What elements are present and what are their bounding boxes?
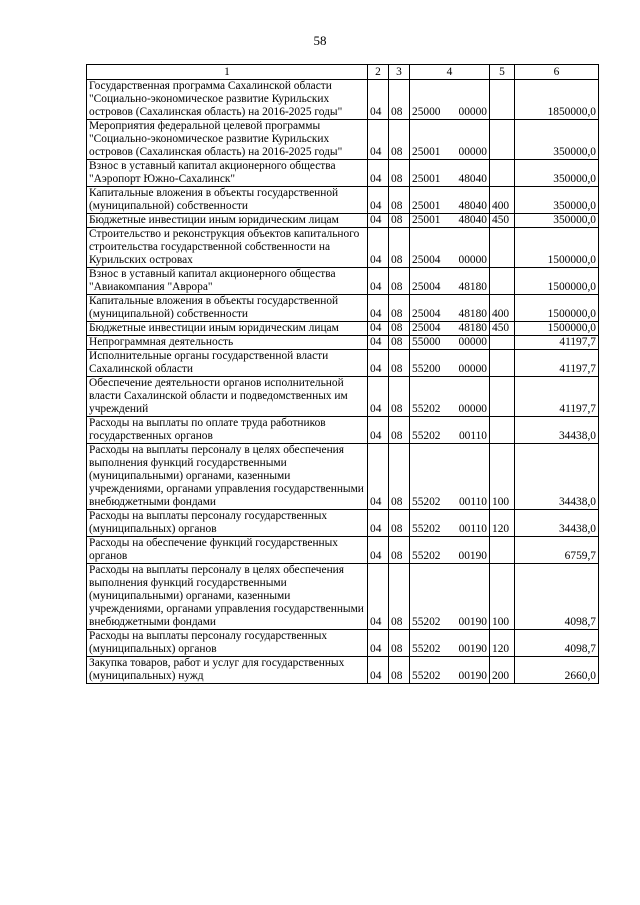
table-row	[87, 336, 599, 350]
expense-type-code	[490, 120, 515, 160]
section-code: 04	[368, 80, 389, 120]
table-row	[87, 187, 599, 214]
target-article-code	[410, 228, 490, 268]
section-code: 04	[368, 417, 389, 444]
target-article-direction: 00000	[458, 403, 487, 415]
amount: 41197,7	[515, 336, 599, 350]
amount: 350000,0	[515, 120, 599, 160]
section-code: 04	[368, 295, 389, 322]
column-header: 3	[389, 65, 410, 80]
subsection-code: 08	[389, 657, 410, 684]
subsection-code: 08	[389, 268, 410, 295]
target-article-program: 25001	[412, 200, 441, 212]
item-name: Расходы на выплаты персоналу в целях обеспечения выполнения функций государственными (муниципальными) органами, казенными учреждениями, органами управления государственными внебюджетными фондами	[87, 564, 368, 630]
subsection-code: 08	[389, 187, 410, 214]
target-article-program: 25004	[412, 308, 441, 320]
expense-type-code	[490, 268, 515, 295]
item-name: Капитальные вложения в объекты государственной (муниципальной) собственности	[87, 295, 368, 322]
table-row	[87, 350, 599, 377]
target-article-direction: 00190	[458, 550, 487, 562]
column-header: 2	[368, 65, 389, 80]
subsection-code: 08	[389, 630, 410, 657]
amount: 4098,7	[515, 630, 599, 657]
table-row	[87, 564, 599, 630]
budget-table	[86, 64, 599, 684]
target-article-direction: 00000	[458, 254, 487, 266]
target-article-program: 55202	[412, 643, 441, 655]
item-name: Обеспечение деятельности органов исполнительной власти Сахалинской области и подведомственных им учреждений	[87, 377, 368, 417]
target-article-program: 55202	[412, 616, 441, 628]
subsection-code: 08	[389, 295, 410, 322]
subsection-code: 08	[389, 322, 410, 336]
target-article-code	[410, 214, 490, 228]
target-article-program: 55200	[412, 363, 441, 375]
target-article-program: 55202	[412, 523, 441, 535]
target-article-direction: 48040	[458, 214, 487, 226]
table-row	[87, 214, 599, 228]
target-article-program: 55202	[412, 496, 441, 508]
amount: 1850000,0	[515, 80, 599, 120]
target-article-code	[410, 630, 490, 657]
amount: 41197,7	[515, 377, 599, 417]
subsection-code: 08	[389, 120, 410, 160]
expense-type-code	[490, 417, 515, 444]
section-code: 04	[368, 444, 389, 510]
subsection-code: 08	[389, 444, 410, 510]
target-article-direction: 00000	[458, 146, 487, 158]
subsection-code: 08	[389, 510, 410, 537]
section-code: 04	[368, 322, 389, 336]
target-article-code	[410, 187, 490, 214]
target-article-program: 25000	[412, 106, 441, 118]
expense-type-code	[490, 350, 515, 377]
target-article-code	[410, 444, 490, 510]
item-name: Бюджетные инвестиции иным юридическим лицам	[87, 214, 368, 228]
table-row	[87, 417, 599, 444]
amount: 34438,0	[515, 444, 599, 510]
expense-type-code	[490, 377, 515, 417]
target-article-program: 55202	[412, 403, 441, 415]
column-header: 4	[410, 65, 490, 80]
target-article-code	[410, 120, 490, 160]
section-code: 04	[368, 377, 389, 417]
target-article-program: 55000	[412, 336, 441, 348]
item-name: Расходы на выплаты персоналу государственных (муниципальных) органов	[87, 630, 368, 657]
amount: 350000,0	[515, 214, 599, 228]
subsection-code: 08	[389, 228, 410, 268]
target-article-direction: 00190	[458, 616, 487, 628]
section-code: 04	[368, 228, 389, 268]
target-article-direction: 00190	[458, 670, 487, 682]
expense-type-code	[490, 336, 515, 350]
subsection-code: 08	[389, 564, 410, 630]
table-row	[87, 120, 599, 160]
target-article-direction: 00110	[458, 523, 487, 535]
amount: 41197,7	[515, 350, 599, 377]
section-code: 04	[368, 564, 389, 630]
target-article-direction: 48040	[458, 200, 487, 212]
subsection-code: 08	[389, 160, 410, 187]
target-article-code	[410, 377, 490, 417]
amount: 1500000,0	[515, 295, 599, 322]
expense-type-code	[490, 228, 515, 268]
amount: 350000,0	[515, 160, 599, 187]
section-code: 04	[368, 657, 389, 684]
target-article-code	[410, 417, 490, 444]
table-row	[87, 657, 599, 684]
target-article-code	[410, 80, 490, 120]
subsection-code: 08	[389, 214, 410, 228]
expense-type-code: 200	[490, 657, 515, 684]
target-article-direction: 48180	[458, 281, 487, 293]
item-name: Закупка товаров, работ и услуг для государственных (муниципальных) нужд	[87, 657, 368, 684]
expense-type-code: 400	[490, 295, 515, 322]
target-article-code	[410, 657, 490, 684]
item-name: Строительство и реконструкция объектов капитального строительства государственной собственности на Курильских островах	[87, 228, 368, 268]
amount: 1500000,0	[515, 322, 599, 336]
target-article-direction: 48180	[458, 322, 487, 334]
target-article-program: 25004	[412, 281, 441, 293]
target-article-program: 25004	[412, 322, 441, 334]
subsection-code: 08	[389, 80, 410, 120]
target-article-direction: 48040	[458, 173, 487, 185]
item-name: Мероприятия федеральной целевой программы "Социально-экономическое развитие Курильских островов (Сахалинская область) на 2016-2025 годы"	[87, 120, 368, 160]
target-article-code	[410, 295, 490, 322]
expense-type-code: 450	[490, 322, 515, 336]
target-article-code	[410, 510, 490, 537]
section-code: 04	[368, 214, 389, 228]
target-article-direction: 00110	[458, 430, 487, 442]
expense-type-code	[490, 80, 515, 120]
table-row	[87, 80, 599, 120]
column-header: 1	[87, 65, 368, 80]
expense-type-code: 100	[490, 564, 515, 630]
table-header-row	[87, 65, 599, 80]
section-code: 04	[368, 350, 389, 377]
target-article-code	[410, 350, 490, 377]
item-name: Капитальные вложения в объекты государственной (муниципальной) собственности	[87, 187, 368, 214]
target-article-program: 25001	[412, 173, 441, 185]
column-header: 6	[515, 65, 599, 80]
expense-type-code: 450	[490, 214, 515, 228]
target-article-direction: 48180	[458, 308, 487, 320]
expense-type-code: 100	[490, 444, 515, 510]
target-article-code	[410, 268, 490, 295]
target-article-code	[410, 160, 490, 187]
subsection-code: 08	[389, 350, 410, 377]
table-row	[87, 630, 599, 657]
target-article-code	[410, 564, 490, 630]
item-name: Непрограммная деятельность	[87, 336, 368, 350]
table-row	[87, 160, 599, 187]
subsection-code: 08	[389, 417, 410, 444]
table-row	[87, 295, 599, 322]
expense-type-code: 120	[490, 510, 515, 537]
section-code: 04	[368, 268, 389, 295]
target-article-program: 25001	[412, 214, 441, 226]
item-name: Расходы на выплаты персоналу в целях обеспечения выполнения функций государственными (муниципальными) органами, казенными учреждениями, органами управления государственными внебюджетными фондами	[87, 444, 368, 510]
amount: 2660,0	[515, 657, 599, 684]
item-name: Государственная программа Сахалинской области "Социально-экономическое развитие Курильских островов (Сахалинская область) на 2016-2025 годы"	[87, 80, 368, 120]
expense-type-code: 120	[490, 630, 515, 657]
section-code: 04	[368, 160, 389, 187]
target-article-program: 55202	[412, 430, 441, 442]
amount: 4098,7	[515, 564, 599, 630]
table-row	[87, 228, 599, 268]
section-code: 04	[368, 120, 389, 160]
section-code: 04	[368, 187, 389, 214]
section-code: 04	[368, 336, 389, 350]
section-code: 04	[368, 537, 389, 564]
item-name: Исполнительные органы государственной власти Сахалинской области	[87, 350, 368, 377]
item-name: Взнос в уставный капитал акционерного общества "Аэропорт Южно-Сахалинск"	[87, 160, 368, 187]
target-article-code	[410, 322, 490, 336]
target-article-direction: 00000	[458, 336, 487, 348]
target-article-direction: 00190	[458, 643, 487, 655]
item-name: Расходы на выплаты по оплате труда работников государственных органов	[87, 417, 368, 444]
expense-type-code	[490, 537, 515, 564]
expense-type-code: 400	[490, 187, 515, 214]
item-name: Расходы на выплаты персоналу государственных (муниципальных) органов	[87, 510, 368, 537]
target-article-direction: 00000	[458, 106, 487, 118]
target-article-code	[410, 336, 490, 350]
amount: 6759,7	[515, 537, 599, 564]
table-row	[87, 444, 599, 510]
amount: 1500000,0	[515, 268, 599, 295]
subsection-code: 08	[389, 537, 410, 564]
target-article-direction: 00110	[458, 496, 487, 508]
target-article-program: 55202	[412, 670, 441, 682]
column-header: 5	[490, 65, 515, 80]
target-article-program: 25004	[412, 254, 441, 266]
page-number: 58	[313, 33, 327, 48]
table-row	[87, 268, 599, 295]
subsection-code: 08	[389, 336, 410, 350]
item-name: Бюджетные инвестиции иным юридическим лицам	[87, 322, 368, 336]
target-article-direction: 00000	[458, 363, 487, 375]
section-code: 04	[368, 510, 389, 537]
table-row	[87, 510, 599, 537]
amount: 350000,0	[515, 187, 599, 214]
item-name: Взнос в уставный капитал акционерного общества "Авиакомпания "Аврора"	[87, 268, 368, 295]
subsection-code: 08	[389, 377, 410, 417]
target-article-code	[410, 537, 490, 564]
item-name: Расходы на обеспечение функций государственных органов	[87, 537, 368, 564]
amount: 34438,0	[515, 417, 599, 444]
target-article-program: 25001	[412, 146, 441, 158]
section-code: 04	[368, 630, 389, 657]
target-article-program: 55202	[412, 550, 441, 562]
table-row	[87, 377, 599, 417]
amount: 1500000,0	[515, 228, 599, 268]
amount: 34438,0	[515, 510, 599, 537]
table-row	[87, 322, 599, 336]
table-row	[87, 537, 599, 564]
expense-type-code	[490, 160, 515, 187]
